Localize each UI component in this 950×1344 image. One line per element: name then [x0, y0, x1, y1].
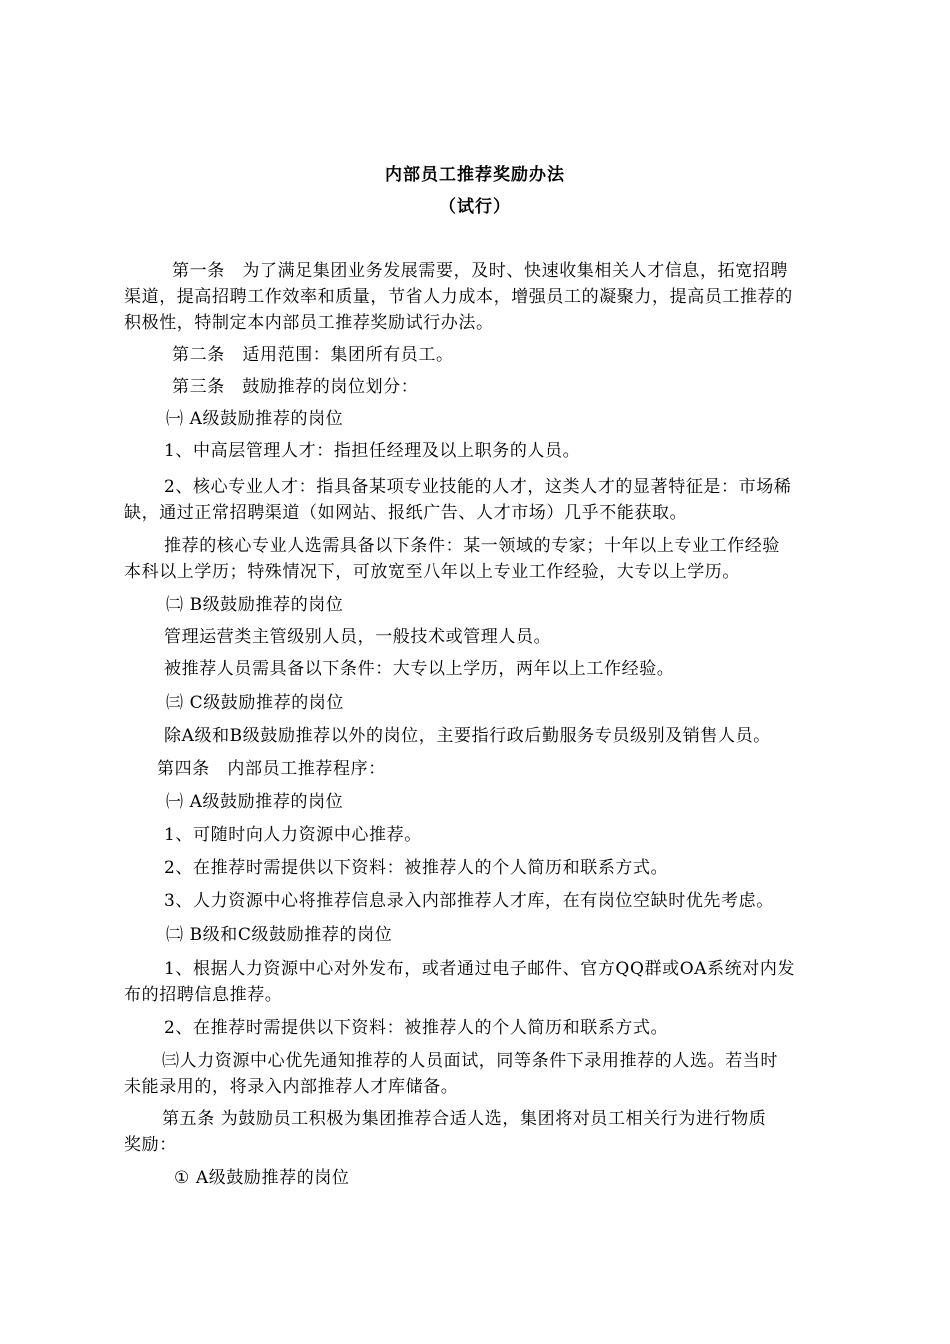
procedure-a-item-3: 3、人力资源中心将推荐信息录入内部推荐人才库，在有岗位空缺时优先考虑。 — [164, 891, 774, 911]
section-c-heading: ㈢ C级鼓励推荐的岗位 — [166, 693, 345, 713]
section-b-requirements: 被推荐人员需具备以下条件：大专以上学历，两年以上工作经验。 — [164, 659, 675, 679]
article-1-line-2: 渠道，提高招聘工作效率和质量，节省人力成本，增强员工的凝聚力，提高员工推荐的 — [124, 287, 793, 307]
procedure-bc-item-2: 2、在推荐时需提供以下资料：被推荐人的个人简历和联系方式。 — [164, 1018, 669, 1038]
section-b-heading: ㈡ B级鼓励推荐的岗位 — [166, 595, 344, 615]
section-b-positions: 管理运营类主管级别人员，一般技术或管理人员。 — [164, 627, 552, 647]
section-c-positions: 除A级和B级鼓励推荐以外的岗位，主要指行政后勤服务专员级别及销售人员。 — [164, 726, 771, 746]
procedure-interview-line-2: 未能录用的，将录入内部推荐人才库储备。 — [124, 1077, 459, 1097]
section-a-heading: ㈠ A级鼓励推荐的岗位 — [166, 409, 344, 429]
item-core-talent-line-1: 2、核心专业人才：指具备某项专业技能的人才，这类人才的显著特征是：市场稀 — [164, 477, 792, 497]
item-core-talent-line-2: 缺，通过正常招聘渠道（如网站、报纸广告、人才市场）几乎不能获取。 — [124, 503, 688, 523]
procedure-a-item-1: 1、可随时向人力资源中心推荐。 — [164, 825, 422, 845]
core-talent-requirements-line-2: 本科以上学历；特殊情况下，可放宽至八年以上专业工作经验，大专以上学历。 — [124, 562, 740, 582]
article-1-line-1: 第一条 为了满足集团业务发展需要，及时、快速收集相关人才信息，拓宽招聘 — [172, 261, 788, 281]
document-subtitle: （试行） — [439, 197, 511, 217]
procedure-bc-item-1-line-2: 布的招聘信息推荐。 — [124, 985, 283, 1005]
reward-a-heading: ① A级鼓励推荐的岗位 — [174, 1168, 350, 1188]
article-4: 第四条 内部员工推荐程序： — [157, 759, 386, 779]
procedure-interview-line-1: ㈢人力资源中心优先通知推荐的人员面试，同等条件下录用推荐的人选。若当时 — [162, 1051, 778, 1071]
article-2: 第二条 适用范围：集团所有员工。 — [172, 345, 454, 365]
core-talent-requirements-line-1: 推荐的核心专业人选需具备以下条件：某一领域的专家；十年以上专业工作经验 — [164, 536, 780, 556]
procedure-bc-item-1-line-1: 1、根据人力资源中心对外发布，或者通过电子邮件、官方QQ群或OA系统对内发 — [164, 959, 796, 979]
item-senior-management: 1、中高层管理人才：指担任经理及以上职务的人员。 — [164, 441, 581, 461]
article-5-line-2: 奖励： — [124, 1135, 177, 1155]
procedure-bc-heading: ㈡ B级和C级鼓励推荐的岗位 — [166, 925, 393, 945]
article-3: 第三条 鼓励推荐的岗位划分： — [172, 377, 419, 397]
article-5-line-1: 第五条 为鼓励员工积极为集团推荐合适人选，集团将对员工相关行为进行物质 — [162, 1109, 767, 1129]
document-title: 内部员工推荐奖励办法 — [385, 165, 565, 185]
article-1-line-3: 积极性，特制定本内部员工推荐奖励试行办法。 — [124, 313, 494, 333]
procedure-a-item-2: 2、在推荐时需提供以下资料：被推荐人的个人简历和联系方式。 — [164, 858, 669, 878]
procedure-a-heading: ㈠ A级鼓励推荐的岗位 — [166, 792, 344, 812]
